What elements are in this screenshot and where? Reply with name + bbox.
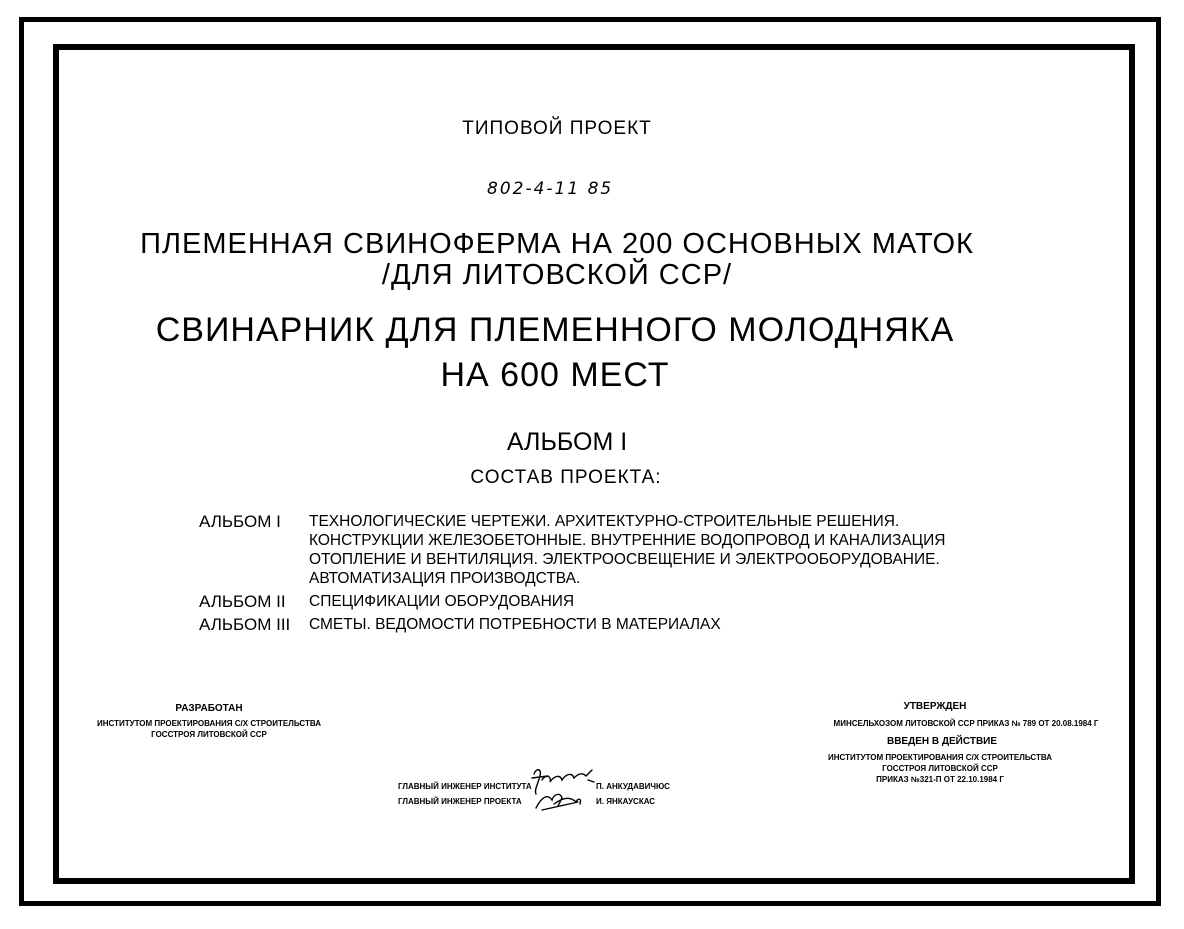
album-description: СМЕТЫ. ВЕДОМОСТИ ПОТРЕБНОСТИ В МАТЕРИАЛАХ (309, 616, 721, 633)
enacted-line-3: ПРИКАЗ №321-П ОТ 22.10.1984 Г (876, 775, 1004, 784)
enacted-heading: ВВЕДЕН В ДЕЙСТВИЕ (886, 736, 998, 747)
signature-handwritten (528, 764, 600, 814)
approved-heading: УТВЕРЖДЕН (903, 701, 967, 712)
description-line: ОТОПЛЕНИЕ И ВЕНТИЛЯЦИЯ. ЭЛЕКТРООСВЕЩЕНИЕ И ЭЛЕКТРООБОРУДОВАНИЕ. (309, 551, 940, 568)
approved-line-1: МИНСЕЛЬХОЗОМ ЛИТОВСКОЙ ССР ПРИКАЗ № 789 ОТ 20.08.1984 Г (833, 719, 1099, 728)
composition-item (199, 512, 945, 588)
enacted-line-2: ГОССТРОЯ ЛИТОВСКОЙ ССР (882, 764, 998, 773)
album-title: АЛЬБОМ I (506, 428, 628, 456)
developed-line-2: ГОССТРОЯ ЛИТОВСКОЙ ССР (151, 730, 267, 739)
composition-item (199, 592, 945, 611)
description-line: АВТОМАТИЗАЦИЯ ПРОИЗВОДСТВА. (309, 570, 581, 587)
description-line: КОНСТРУКЦИИ ЖЕЛЕЗОБЕТОННЫЕ. ВНУТРЕННИЕ ВОДОПРОВОД И КАНАЛИЗАЦИЯ (309, 532, 946, 549)
signature-name-1: П. АНКУДАВИЧЮС (596, 782, 670, 791)
title-line-1: ПЛЕМЕННАЯ СВИНОФЕРМА НА 200 ОСНОВНЫХ МАТОК (140, 228, 974, 260)
composition-heading: СОСТАВ ПРОЕКТА: (470, 467, 662, 488)
album-label: АЛЬБОМ II (199, 592, 286, 611)
album-description: СПЕЦИФИКАЦИИ ОБОРУДОВАНИЯ (309, 593, 575, 610)
series-label: ТИПОВОЙ ПРОЕКТ (462, 118, 652, 139)
subtitle-line-2: НА 600 МЕСТ (440, 356, 670, 394)
subtitle-line-1: СВИНАРНИК ДЛЯ ПЛЕМЕННОГО МОЛОДНЯКА (155, 311, 955, 349)
composition-list (199, 512, 945, 634)
description-line: ТЕХНОЛОГИЧЕСКИЕ ЧЕРТЕЖИ. АРХИТЕКТУРНО-СТРОИТЕЛЬНЫЕ РЕШЕНИЯ. (309, 513, 900, 530)
title-line-2: /ДЛЯ ЛИТОВСКОЙ ССР/ (381, 259, 733, 291)
album-label: АЛЬБОМ III (199, 615, 291, 634)
signature-name-2: И. ЯНКАУСКАС (596, 797, 656, 806)
project-number: 802-4-11 85 (487, 179, 614, 199)
developed-line-1: ИНСТИТУТОМ ПРОЕКТИРОВАНИЯ С/Х СТРОИТЕЛЬСТВА (96, 719, 322, 728)
composition-item (199, 615, 945, 634)
signature-role-2: ГЛАВНЫЙ ИНЖЕНЕР ПРОЕКТА (398, 797, 522, 806)
enacted-line-1: ИНСТИТУТОМ ПРОЕКТИРОВАНИЯ С/Х СТРОИТЕЛЬСТВА (827, 753, 1053, 762)
developed-heading: РАЗРАБОТАН (175, 703, 243, 714)
signature-role-1: ГЛАВНЫЙ ИНЖЕНЕР ИНСТИТУТА (398, 782, 532, 791)
album-label: АЛЬБОМ I (199, 512, 281, 531)
album-description (309, 512, 945, 588)
